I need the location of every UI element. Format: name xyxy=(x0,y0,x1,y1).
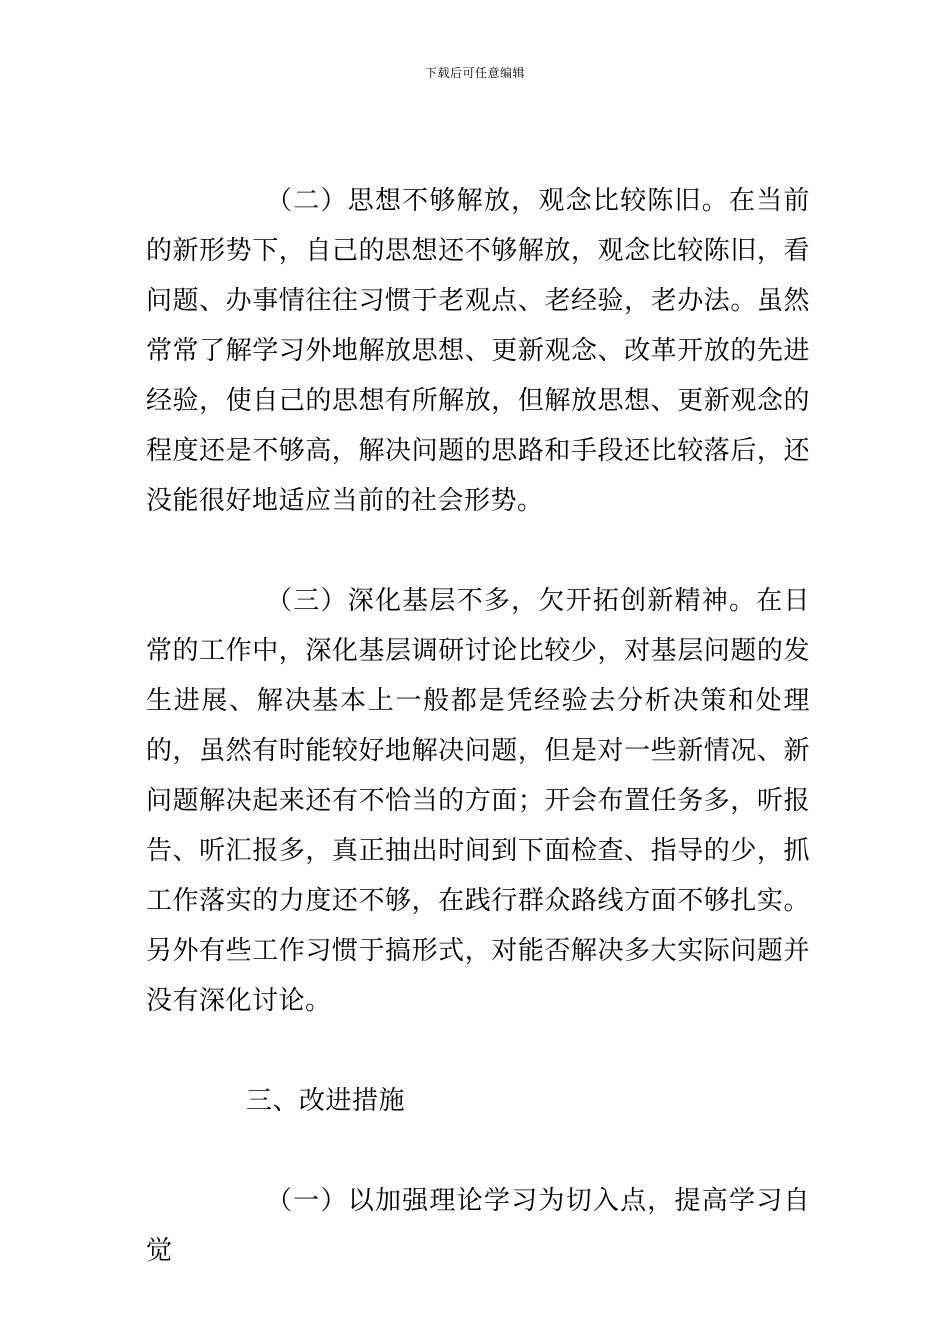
paragraph-grassroots: （三）深化基层不多，欠开拓创新精神。在日常的工作中，深化基层调研讨论比较少，对基层问题的发生进展、解决基本上一般都是凭经验去分析决策和处理的，虽然有时能较好地解决问题，但是对一些新情况、新问题解决起来还有不恰当的方面；开会布置任务多，听报告、听汇报多，真正抽出时间到下面检查、指导的少，抓工作落实的力度还不够，在践行群众路线方面不够扎实。另外有些工作习惯于搞形式，对能否解决多大实际问题并没有深化讨论。 xyxy=(146,586,810,1016)
paragraph-spacer xyxy=(146,1026,810,1076)
paragraph-spacer xyxy=(146,1126,810,1176)
paragraph-theory-study: （一）以加强理论学习为切入点，提高学习自觉 xyxy=(146,1186,810,1266)
paragraph-thought-liberation: （二）思想不够解放，观念比较陈旧。在当前的新形势下，自己的思想还不够解放，观念比较陈旧，看问题、办事情往往习惯于老观点、老经验，老办法。虽然常常了解学习外地解放思想、更新观念、改革开放的先进经验，使自己的思想有所解放，但解放思想、更新观念的程度还是不够高，解决问题的思路和手段还比较落后，还没能很好地适应当前的社会形势。 xyxy=(146,186,810,516)
page-header: 下载后可任意编辑 xyxy=(424,66,525,80)
paragraph-spacer xyxy=(146,526,810,576)
section-heading: 三、改进措施 xyxy=(246,1086,406,1116)
document-body xyxy=(146,176,810,1276)
